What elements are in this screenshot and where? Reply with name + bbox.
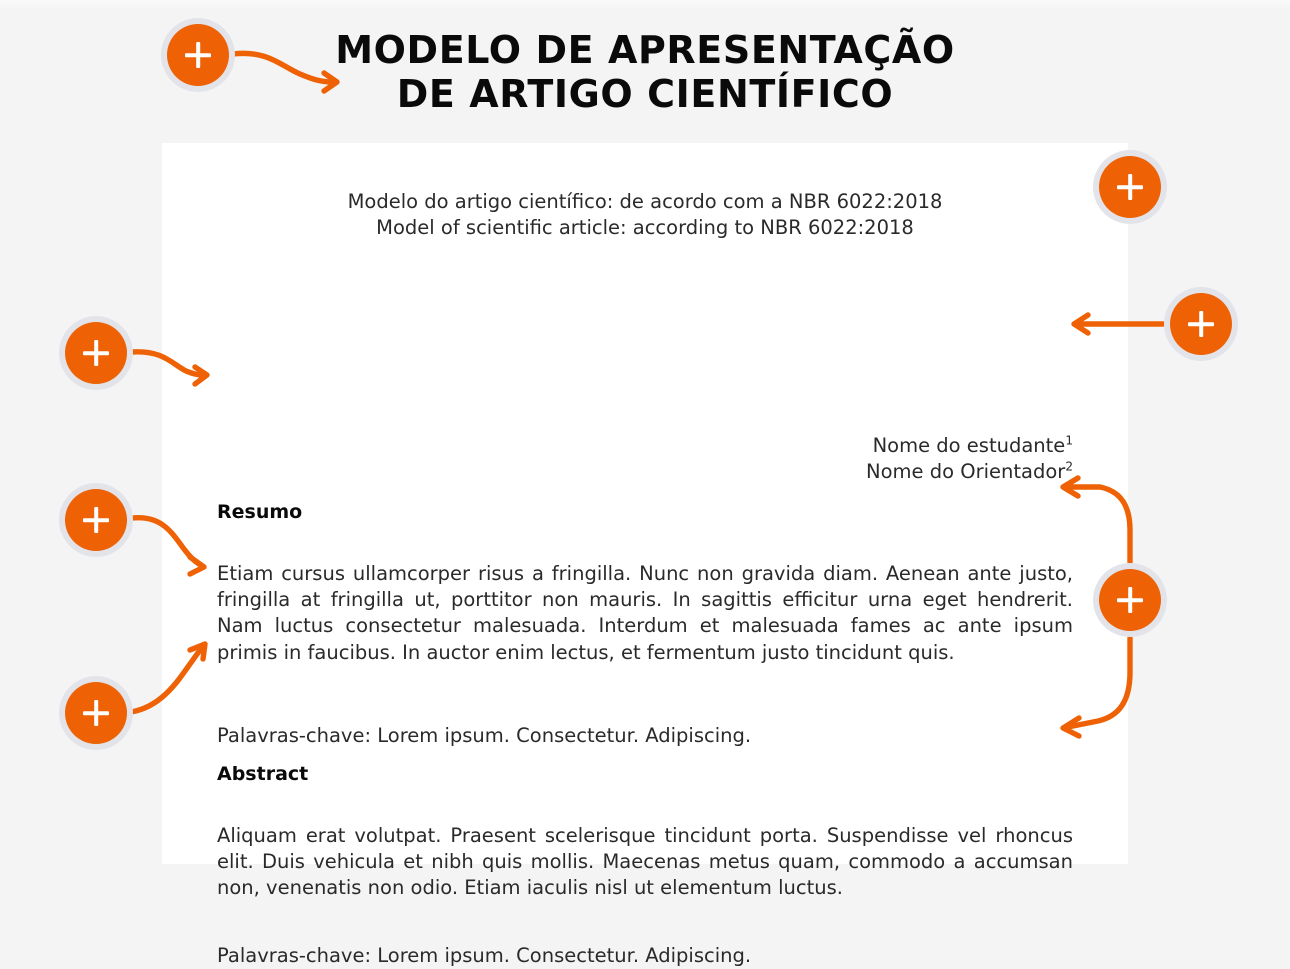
annotation-badge-article-title[interactable] — [1099, 156, 1161, 218]
plus-icon — [83, 340, 109, 366]
article-title — [217, 189, 1073, 241]
plus-icon — [1188, 311, 1214, 337]
top-sheen — [0, 0, 1290, 10]
author-student-name: Nome do estudante — [872, 434, 1066, 457]
resumo-keywords: Palavras-chave: Lorem ipsum. Consectetur. Adipiscing. — [217, 724, 752, 747]
plus-icon — [83, 700, 109, 726]
annotation-badge-title[interactable] — [167, 24, 229, 86]
slide-title — [300, 28, 990, 116]
annotation-badge-keywords[interactable] — [65, 489, 127, 551]
plus-icon — [83, 507, 109, 533]
slide-title-line-2: DE ARTIGO CIENTÍFICO — [396, 72, 894, 117]
annotation-badge-justified-text[interactable] — [1099, 569, 1161, 631]
slide-title-line-1: MODELO DE APRESENTAÇÃO — [335, 28, 955, 72]
resumo-heading: Resumo — [217, 501, 303, 523]
author-advisor — [217, 459, 1073, 485]
author-student-footnote: 1 — [1065, 433, 1073, 448]
abstract-keywords: Palavras-chave: Lorem ipsum. Consectetur. Adipiscing. — [217, 944, 752, 967]
authors-block — [217, 433, 1073, 485]
plus-icon — [1117, 587, 1143, 613]
document-page — [162, 143, 1128, 967]
abstract-paragraph: Aliquam erat volutpat. Praesent scelerisque tincidunt porta. Suspendisse vel rhoncus elit. Duis vehicula et nibh quis mollis. Maecenas metus quam, commodo a accumsan non, venenatis non odio. Etiam iaculis nisl ut elementum luctus. — [217, 824, 1073, 900]
author-advisor-footnote: 2 — [1065, 459, 1073, 474]
article-title-en: Model of scientific article: according to NBR 6022:2018 — [376, 216, 914, 240]
annotation-badge-abstract[interactable] — [65, 682, 127, 744]
plus-icon — [185, 42, 211, 68]
author-student — [217, 433, 1073, 459]
resumo-paragraph: Etiam cursus ullamcorper risus a fringilla. Nunc non gravida diam. Aenean ante justo, fringilla at fringilla ut, porttitor non mauris. In sagittis efficitur urna eget hendrerit. Nam luctus consectetur malesuada. Interdum et malesuada fames ac ante ipsum primis in faucibus. In auctor enim lectus, et fermentum justo tincidunt quis. — [217, 562, 1073, 664]
annotation-badge-authors[interactable] — [1170, 293, 1232, 355]
plus-icon — [1117, 174, 1143, 200]
annotation-badge-resumo[interactable] — [65, 322, 127, 384]
article-title-pt: Modelo do artigo científico: de acordo com a NBR 6022:2018 — [347, 190, 943, 213]
abstract-heading: Abstract — [217, 763, 309, 785]
author-advisor-name: Nome do Orientador — [866, 460, 1066, 484]
